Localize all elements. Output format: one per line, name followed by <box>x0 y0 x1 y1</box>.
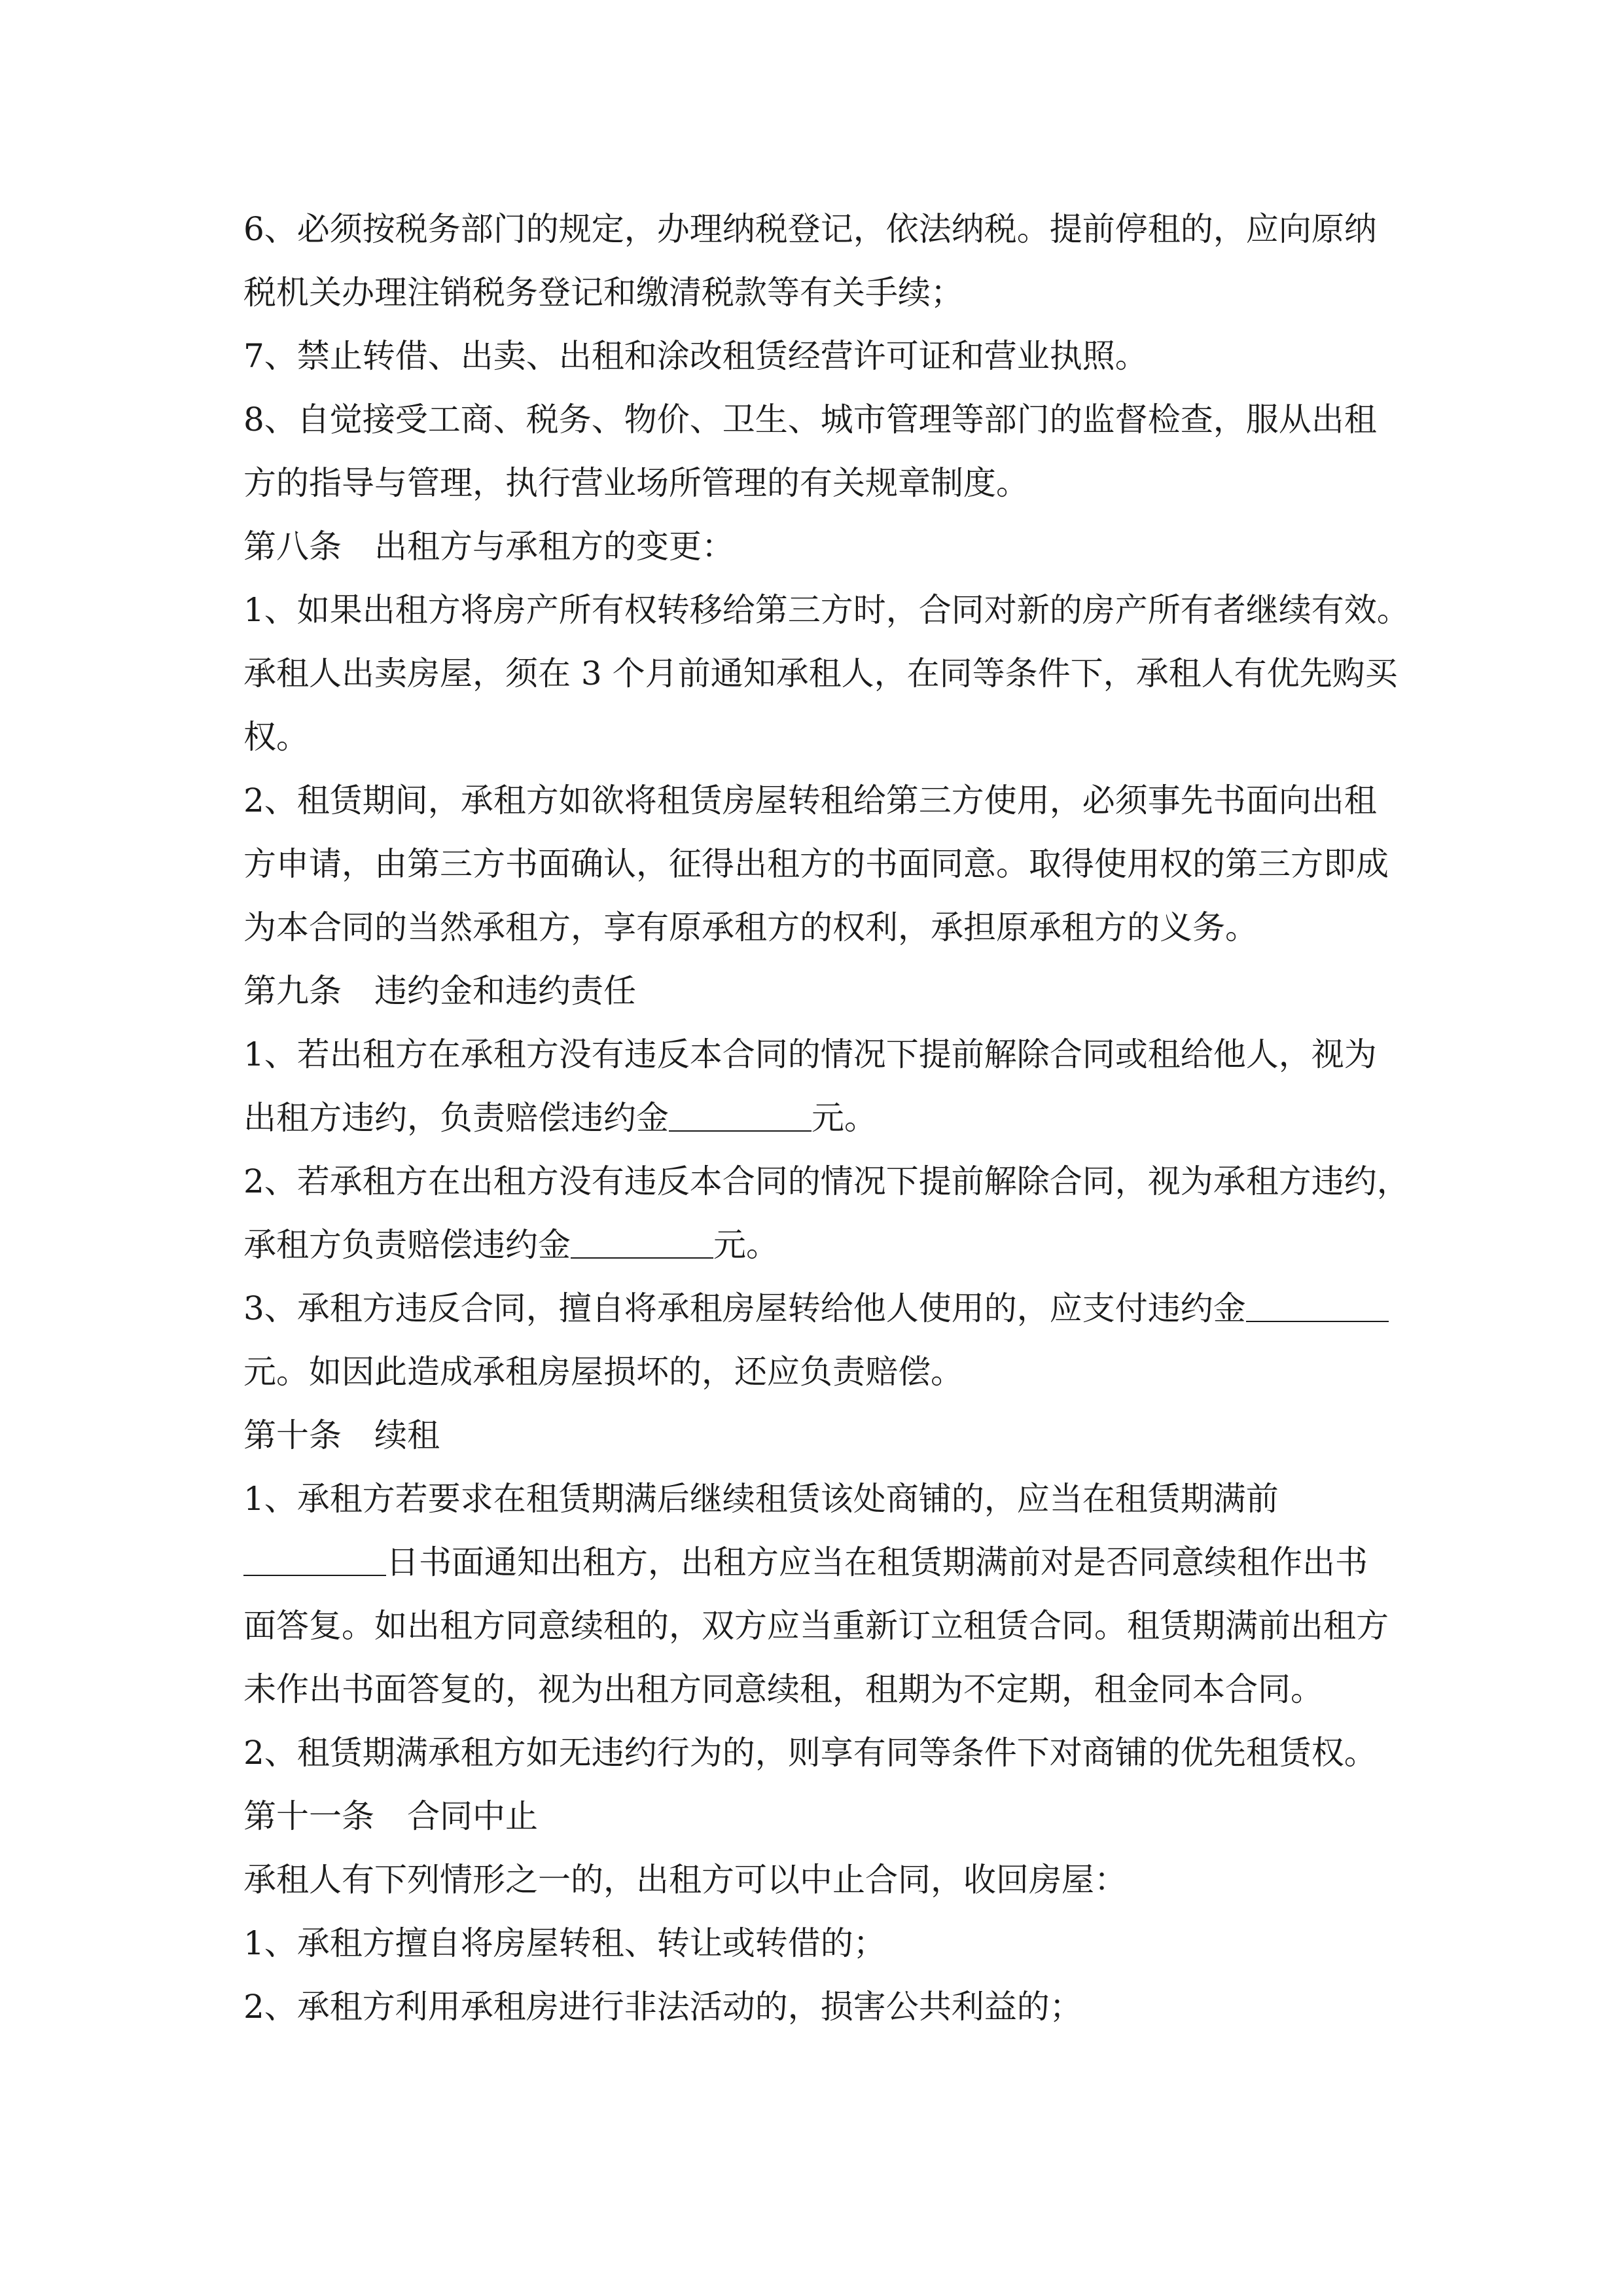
text-line <box>243 1094 1402 1158</box>
text-line: 2、租赁期满承租方如无违约行为的，则享有同等条件下对商铺的优先租赁权。 <box>243 1734 1377 1772</box>
text-line: 2、承租方利用承租房进行非法活动的，损害公共利益的； <box>243 1988 1082 2026</box>
text-line: 6、必须按税务部门的规定，办理纳税登记，依法纳税。提前停租的，应向原纳 <box>243 210 1377 248</box>
text-line: 为本合同的当然承租方，享有原承租方的权利，承担原承租方的义务。 <box>243 908 1258 946</box>
article-title: 续租 <box>374 1416 440 1454</box>
text-line: 1、如果出租方将房产所有权转移给第三方时，合同对新的房产所有者继续有效。 <box>243 591 1410 629</box>
article-10-heading <box>243 1412 1402 1475</box>
text-line: 未作出书面答复的，视为出租方同意续租，租期为不定期，租金同本合同。 <box>243 1670 1323 1708</box>
article-9-heading <box>243 967 1402 1031</box>
text-line: 1、承租方若要求在租赁期满后继续租赁该处商铺的，应当在租赁期满前 <box>243 1480 1279 1518</box>
text-line: 面答复。如出租方同意续租的，双方应当重新订立租赁合同。租赁期满前出租方 <box>243 1607 1389 1645</box>
article-number: 第九条 <box>243 972 342 1010</box>
article-title: 违约金和违约责任 <box>374 972 636 1010</box>
fill-in-blank <box>669 1096 812 1132</box>
text-line: 承租人有下列情形之一的，出租方可以中止合同，收回房屋： <box>243 1861 1127 1899</box>
text-segment: 日书面通知出租方，出租方应当在租赁期满前对是否同意续租作出书 <box>386 1543 1368 1581</box>
text-line: 2、租赁期间，承租方如欲将租赁房屋转租给第三方使用，必须事先书面向出租 <box>243 781 1377 819</box>
text-line: 1、承租方擅自将房屋转租、转让或转借的； <box>243 1924 886 1962</box>
document-body <box>243 206 1410 2047</box>
article-11-heading <box>243 1793 1402 1856</box>
article-number: 第十一条 <box>243 1797 374 1835</box>
text-segment: 元。 <box>713 1226 779 1264</box>
text-line <box>243 1285 1402 1348</box>
text-line: 元。如因此造成承租房屋损坏的，还应负责赔偿。 <box>243 1353 963 1391</box>
text-line <box>243 1221 1402 1285</box>
article-number: 第十条 <box>243 1416 342 1454</box>
text-segment: 3、承租方违反合同，擅自将承租房屋转给他人使用的，应支付违约金 <box>243 1289 1246 1327</box>
text-segment: 元。 <box>812 1099 877 1137</box>
article-8-heading <box>243 523 1402 586</box>
text-line: 7、禁止转借、出卖、出租和涂改租赁经营许可证和营业执照。 <box>243 337 1148 375</box>
text-line: 1、若出租方在承租方没有违反本合同的情况下提前解除合同或租给他人，视为 <box>243 1035 1377 1073</box>
fill-in-blank <box>243 1541 386 1576</box>
text-line: 2、若承租方在出租方没有违反本合同的情况下提前解除合同，视为承租方违约， <box>243 1162 1410 1200</box>
article-title: 合同中止 <box>407 1797 538 1835</box>
text-segment: 出租方违约，负责赔偿违约金 <box>243 1099 669 1137</box>
article-title: 出租方与承租方的变更： <box>374 528 734 565</box>
text-line <box>243 1539 1402 1602</box>
text-line: 方的指导与管理，执行营业场所管理的有关规章制度。 <box>243 464 1029 502</box>
text-segment: 承租方负责赔偿违约金 <box>243 1226 571 1264</box>
fill-in-blank <box>1246 1287 1389 1322</box>
article-number: 第八条 <box>243 528 342 565</box>
text-line: 8、自觉接受工商、税务、物价、卫生、城市管理等部门的监督检查，服从出租 <box>243 401 1377 439</box>
text-line: 方申请，由第三方书面确认，征得出租方的书面同意。取得使用权的第三方即成 <box>243 845 1389 883</box>
fill-in-blank <box>571 1223 713 1259</box>
text-line: 税机关办理注销税务登记和缴清税款等有关手续； <box>243 274 963 312</box>
text-line: 承租人出卖房屋，须在 3 个月前通知承租人，在同等条件下，承租人有优先购买 <box>243 655 1398 692</box>
text-line: 权。 <box>243 718 309 756</box>
